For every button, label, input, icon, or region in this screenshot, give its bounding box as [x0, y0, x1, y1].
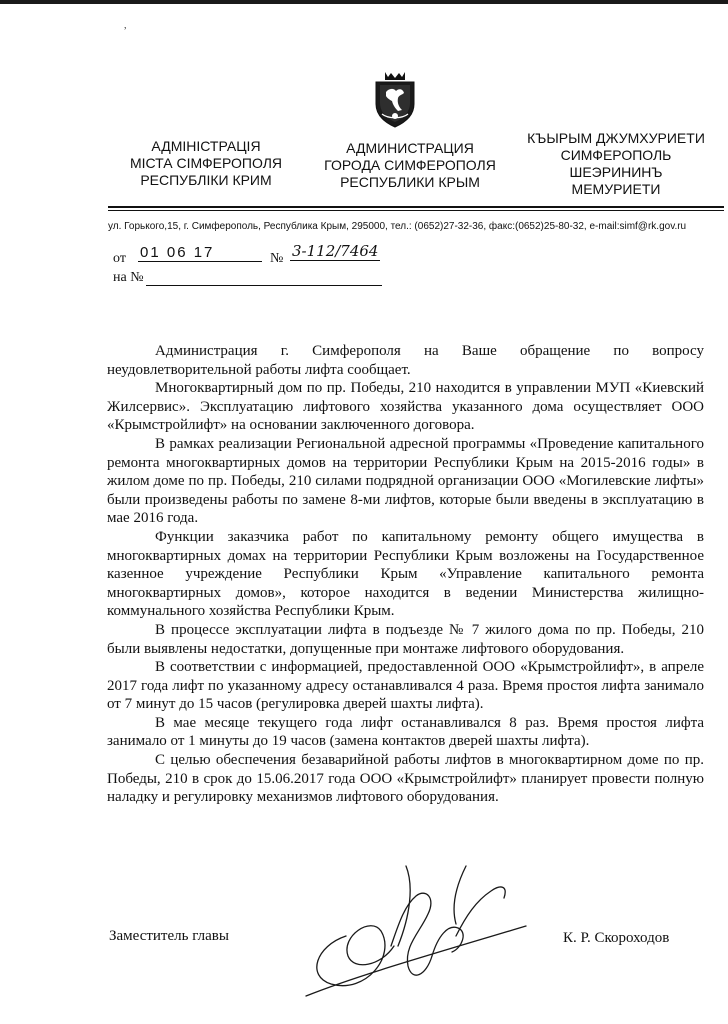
- org-crh-line: СИМФЕРОПОЛЬ: [560, 147, 672, 163]
- org-ru-line: РЕСПУБЛИКИ КРЫМ: [340, 174, 480, 190]
- org-crh-line: ШЕЭРИНИНЪ: [569, 164, 663, 180]
- body-paragraph: В мае месяце текущего года лифт останавливался 8 раз. Время простоя лифта занимало от 1 минуты до 19 часов (замена контактов дверей шахты лифта).: [107, 714, 704, 750]
- letter-body: [107, 342, 704, 807]
- header-rule-thick: [108, 206, 724, 208]
- body-paragraph: В соответствии с информацией, предоставленной ООО «Крымстройлифт», в апреле 2017 года лифт по указанному адресу останавливался 4 раза. Время простоя лифта занимало от 7 минут до 15 часов (регулировка дверей шахты лифта).: [107, 659, 704, 713]
- document-date: 01 06 17: [138, 244, 262, 262]
- org-ru-line: ГОРОДА СИМФЕРОПОЛЯ: [324, 157, 496, 173]
- org-crh-line: КЪЫРЫМ ДЖУМХУРИЕТИ: [527, 130, 705, 146]
- body-paragraph: В процессе эксплуатации лифта в подъезде № 7 жилого дома по пр. Победы, 210 были выявлены недостатки, допущенные при монтаже лифтового оборудования.: [107, 621, 704, 657]
- body-paragraph: Администрация г. Симферополя на Ваше обращение по вопросу неудовлетворительной работы лифта сообщает.: [107, 343, 704, 378]
- body-paragraph: Функции заказчика работ по капитальному ремонту общего имущества в многоквартирных домах на территории Республики Крым возложены на Государственное казенное учреждение Республики Крым «Управление капитального ремонта многоквартирных домов», которое находится в ведении Министерства жилищно-коммунального хозяйства Республики Крым.: [107, 528, 704, 620]
- header-rule-thin: [108, 210, 724, 211]
- org-crh-line: МЕМУРИЕТИ: [571, 181, 661, 197]
- date-label: от: [113, 251, 126, 266]
- org-name-ukrainian: [118, 138, 294, 189]
- body-paragraph: В рамках реализации Региональной адресной программы «Проведение капитального ремонта многоквартирных домов на территории Республики Крым на 2015-2016 годы» в жилом доме по пр. Победы, 210 силами подрядной организации ООО «Могилевские лифты» были произведены работы по замене 8-ми лифтов, которые были введены в эксплуатацию в мае 2016 года.: [107, 435, 704, 527]
- body-paragraph: Многоквартирный дом по пр. Победы, 210 находится в управлении МУП «Киевский Жилсервис». Эксплуатацию лифтового хозяйства указанного дома осуществляет ООО «Крымстройлифт» на основании заключенного договора.: [107, 380, 704, 434]
- scan-speck: ,: [124, 20, 127, 31]
- signatory-title: Заместитель главы: [109, 928, 229, 944]
- org-name-russian: [312, 140, 508, 191]
- org-ua-line: РЕСПУБЛІКИ КРИМ: [140, 172, 272, 188]
- org-ru-line: АДМИНИСТРАЦИЯ: [346, 140, 474, 156]
- org-name-crimean-tatar: [518, 130, 714, 198]
- top-border: [0, 0, 728, 4]
- body-paragraph: С целью обеспечения безаварийной работы лифтов в многоквартирном доме по пр. Победы, 210 в срок до 15.06.2017 года ООО «Крымстройлифт» планирует провести полную наладку и регулировку механизмов лифтового оборудования.: [107, 752, 704, 806]
- handwritten-signature: [286, 806, 546, 1006]
- coat-of-arms-icon: [372, 70, 418, 128]
- org-ua-line: АДМІНІСТРАЦІЯ: [151, 138, 261, 154]
- signatory-name: К. Р. Скороходов: [563, 930, 670, 946]
- document-number: 3-112/7464: [292, 242, 379, 260]
- contact-address: ул. Горького,15, г. Симферополь, Республика Крым, 295000, тел.: (0652)27-32-36, факс:(0652)25-80-32, e-mail:simf@rk.gov.ru: [108, 221, 687, 232]
- org-ua-line: МІСТА СІМФЕРОПОЛЯ: [129, 155, 282, 171]
- reply-to-label: на №: [113, 270, 144, 285]
- number-label: №: [270, 251, 284, 266]
- reply-to-line: [146, 285, 382, 286]
